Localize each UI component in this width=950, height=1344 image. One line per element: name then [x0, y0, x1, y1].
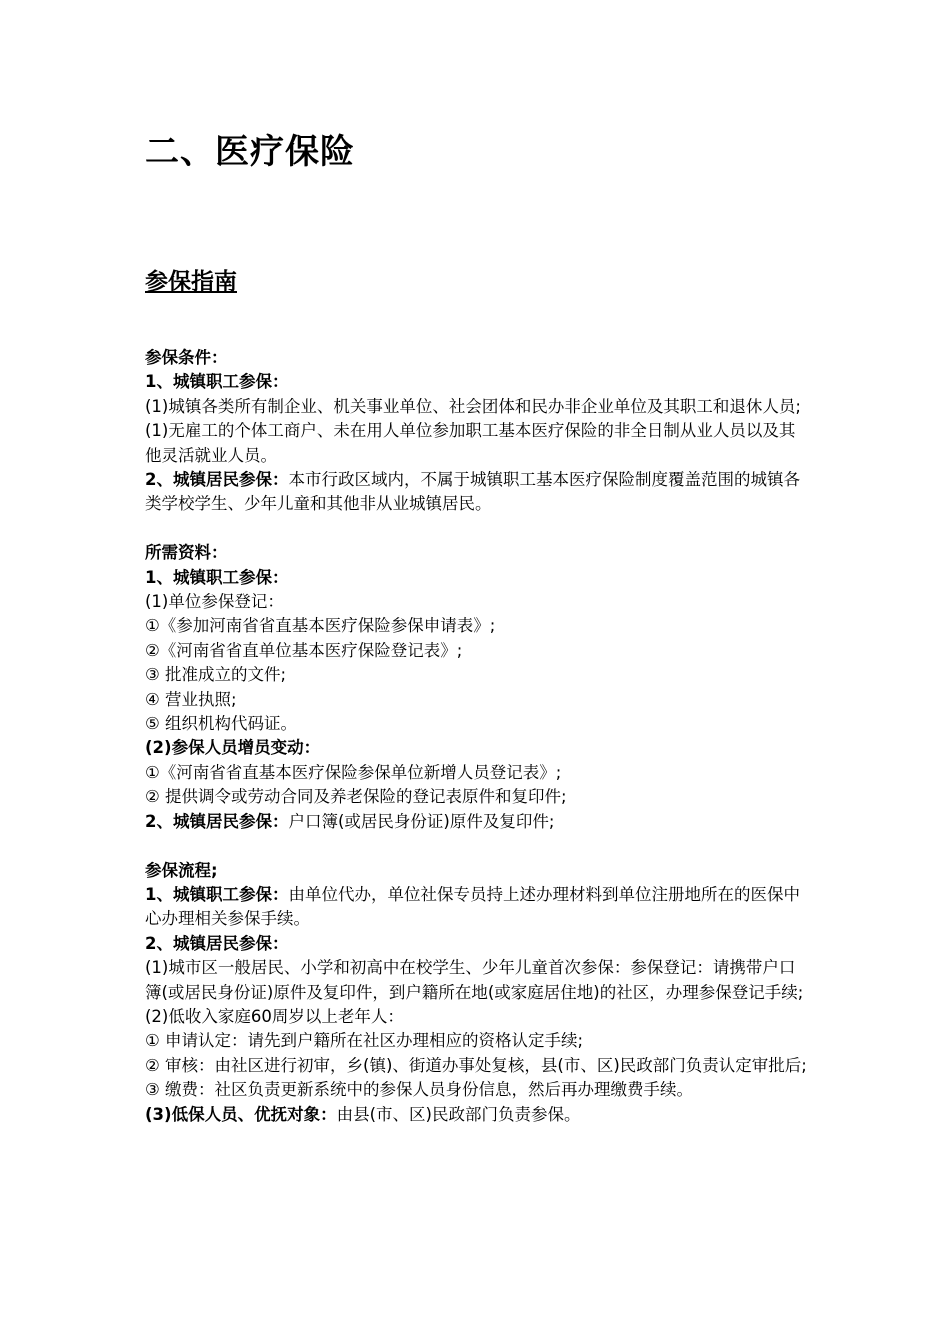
section-subtitle: 参保指南	[145, 269, 237, 295]
process-elderly: (2)低收入家庭60周岁以上老年人：	[145, 1006, 404, 1026]
list-item: ⑤ 组织机构代码证。	[145, 714, 298, 734]
process-urban-worker: 1、城镇职工参保：由单位代办，单位社保专员持上述办理材料到单位注册地所在的医保中心办理相关参保手续。	[145, 884, 800, 929]
conditions-item-1: (1)城镇各类所有制企业、机关事业单位、社会团体和民办非企业单位及其职工和退休人员;	[145, 396, 801, 416]
conditions-urban-worker-label: 1、城镇职工参保：	[145, 372, 289, 392]
materials-unit-registration: (1)单位参保登记：	[145, 592, 284, 612]
materials-urban-worker-label: 1、城镇职工参保：	[145, 567, 289, 587]
list-item: ①《参加河南省省直基本医疗保险参保申请表》;	[145, 616, 496, 636]
list-item: ② 提供调令或劳动合同及养老保险的登记表原件和复印件;	[145, 787, 567, 807]
list-item: ② 审核：由社区进行初审，乡(镇)、街道办事处复核，县(市、区)民政部门负责认定审批后;	[145, 1055, 807, 1075]
process-first-time: (1)城市区一般居民、小学和初高中在校学生、少年儿童首次参保：参保登记：请携带户口簿(或居民身份证)原件及复印件，到户籍所在地(或家庭居住地)的社区，办理参保登记手续;	[145, 958, 804, 1002]
list-item: ③ 批准成立的文件;	[145, 665, 287, 685]
conditions-urban-resident: 2、城镇居民参保：本市行政区域内，不属于城镇职工基本医疗保险制度覆盖范围的城镇各类学校学生、少年儿童和其他非从业城镇居民。	[145, 470, 800, 514]
list-item: ③ 缴费：社区负责更新系统中的参保人员身份信息，然后再办理缴费手续。	[145, 1080, 694, 1100]
process-low-income: (3)低保人员、优抚对象：由县(市、区)民政部门负责参保。	[145, 1104, 581, 1124]
materials-heading: 所需资料：	[145, 543, 228, 563]
process-urban-resident-label: 2、城镇居民参保：	[145, 933, 289, 953]
list-item: ① 申请认定：请先到户籍所在社区办理相应的资格认定手续;	[145, 1031, 584, 1051]
page-title: 二、医疗保险	[145, 132, 355, 172]
process-heading: 参保流程;	[145, 860, 218, 880]
list-item: ①《河南省省直基本医疗保险参保单位新增人员登记表》;	[145, 762, 562, 782]
spacer	[145, 834, 810, 858]
list-item: ④ 营业执照;	[145, 689, 237, 709]
conditions-item-2: (1)无雇工的个体工商户、未在用人单位参加职工基本医疗保险的非全日制从业人员以及其他灵活就业人员。	[145, 421, 796, 465]
conditions-heading: 参保条件：	[145, 348, 228, 367]
materials-urban-resident: 2、城镇居民参保：户口簿(或居民身份证)原件及复印件;	[145, 811, 555, 831]
spacer	[145, 517, 810, 541]
materials-personnel-change-label: (2)参保人员增员变动：	[145, 738, 321, 758]
document-body	[145, 346, 810, 1127]
list-item: ②《河南省省直单位基本医疗保险登记表》;	[145, 640, 463, 660]
